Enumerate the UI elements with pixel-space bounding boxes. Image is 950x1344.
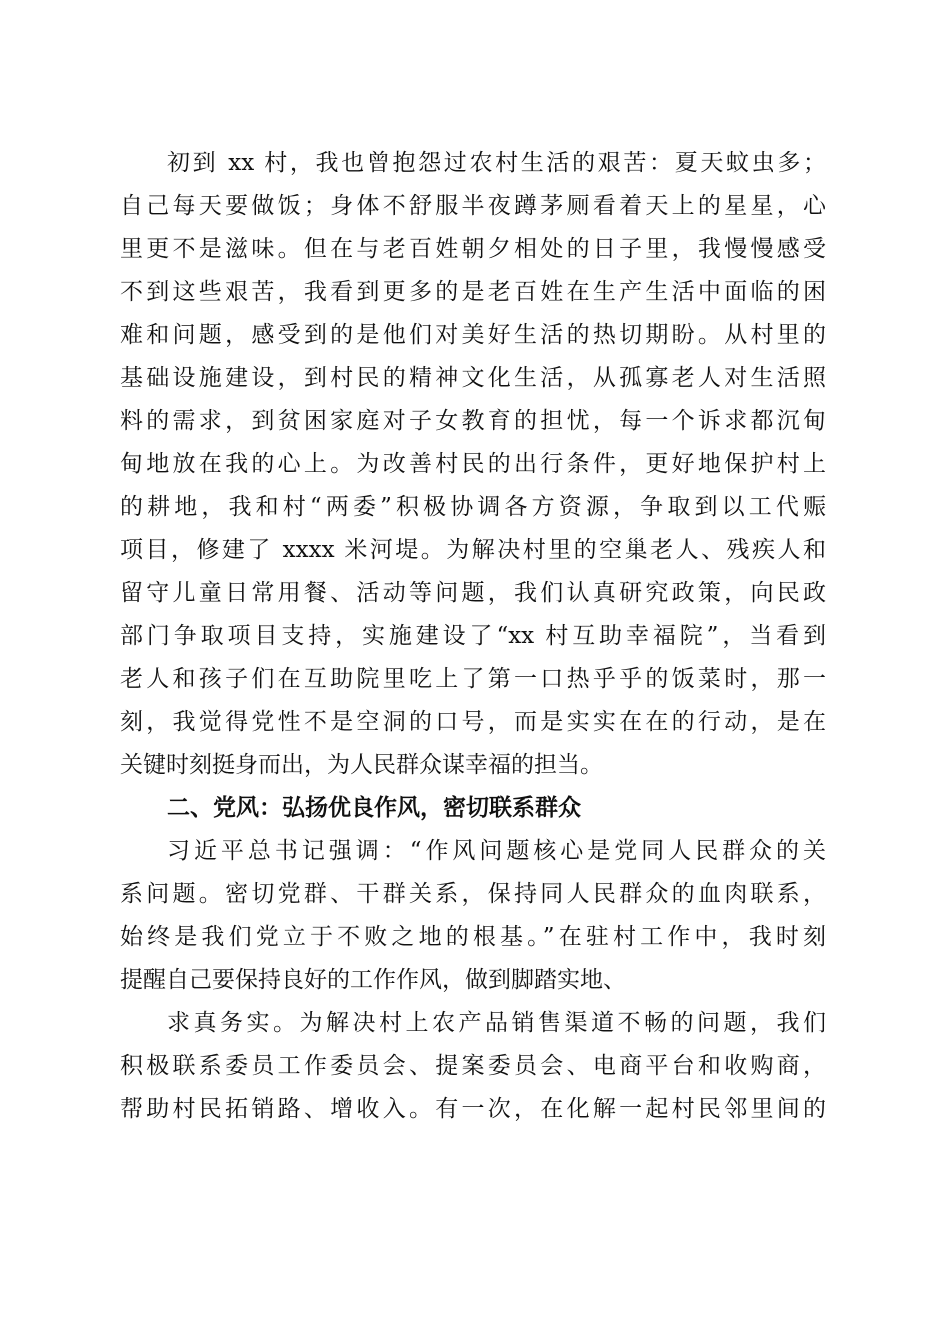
text-line: 部门争取项目支持，实施建设了“xx 村互助幸福院”，当看到 [120, 623, 826, 649]
text-line: 里更不是滋味。但在与老百姓朝夕相处的日子里，我慢慢感受 [120, 236, 826, 262]
text-line: 的耕地，我和村“两委”积极协调各方资源，争取到以工代赈 [120, 494, 826, 520]
text-line: 项目，修建了 xxxx 米河堤。为解决村里的空巢老人、残疾人和 [120, 537, 826, 563]
text-line: 习近平总书记强调：“作风问题核心是党同人民群众的关 [167, 838, 826, 864]
text-line: 不到这些艰苦，我看到更多的是老百姓在生产生活中面临的困 [120, 279, 826, 305]
text-line: 老人和孩子们在互助院里吃上了第一口热乎乎的饭菜时，那一 [120, 666, 826, 692]
paragraph-quote [120, 830, 826, 1002]
text-line: 甸地放在我的心上。为改善村民的出行条件，更好地保护村上 [120, 451, 826, 477]
text-line: 难和问题，感受到的是他们对美好生活的热切期盼。从村里的 [120, 322, 826, 348]
text-line: 关键时刻挺身而出，为人民群众谋幸福的担当。 [120, 752, 603, 778]
text-line: 初到 xx 村，我也曾抱怨过农村生活的艰苦：夏天蚊虫多； [167, 150, 826, 176]
paragraph-village-hardship [120, 142, 826, 787]
text-line: 提醒自己要保持良好的工作作风，做到脚踏实地、 [120, 967, 626, 993]
section-heading-text: 二、党风：弘扬优良作风，密切联系群众 [167, 795, 581, 821]
text-line: 始终是我们党立于不败之地的根基。”在驻村工作中，我时刻 [120, 924, 826, 950]
text-line: 系问题。密切党群、干群关系，保持同人民群众的血肉联系， [120, 881, 826, 907]
text-line: 刻，我觉得党性不是空洞的口号，而是实实在在的行动，是在 [120, 709, 826, 735]
text-line: 自己每天要做饭；身体不舒服半夜蹲茅厕看着天上的星星，心 [120, 193, 826, 219]
text-line: 基础设施建设，到村民的精神文化生活，从孤寡老人对生活照 [120, 365, 826, 391]
text-line: 料的需求，到贫困家庭对子女教育的担忧，每一个诉求都沉甸 [120, 408, 826, 434]
document-body [120, 142, 826, 1131]
paragraph-sales-channels [120, 1002, 826, 1131]
text-line: 留守儿童日常用餐、活动等问题，我们认真研究政策，向民政 [120, 580, 826, 606]
text-line: 帮助村民拓销路、增收入。有一次，在化解一起村民邻里间的 [120, 1096, 826, 1122]
text-line: 积极联系委员工作委员会、提案委员会、电商平台和收购商， [120, 1053, 826, 1079]
section-heading [120, 787, 826, 830]
text-line: 求真务实。为解决村上农产品销售渠道不畅的问题，我们 [167, 1010, 826, 1036]
